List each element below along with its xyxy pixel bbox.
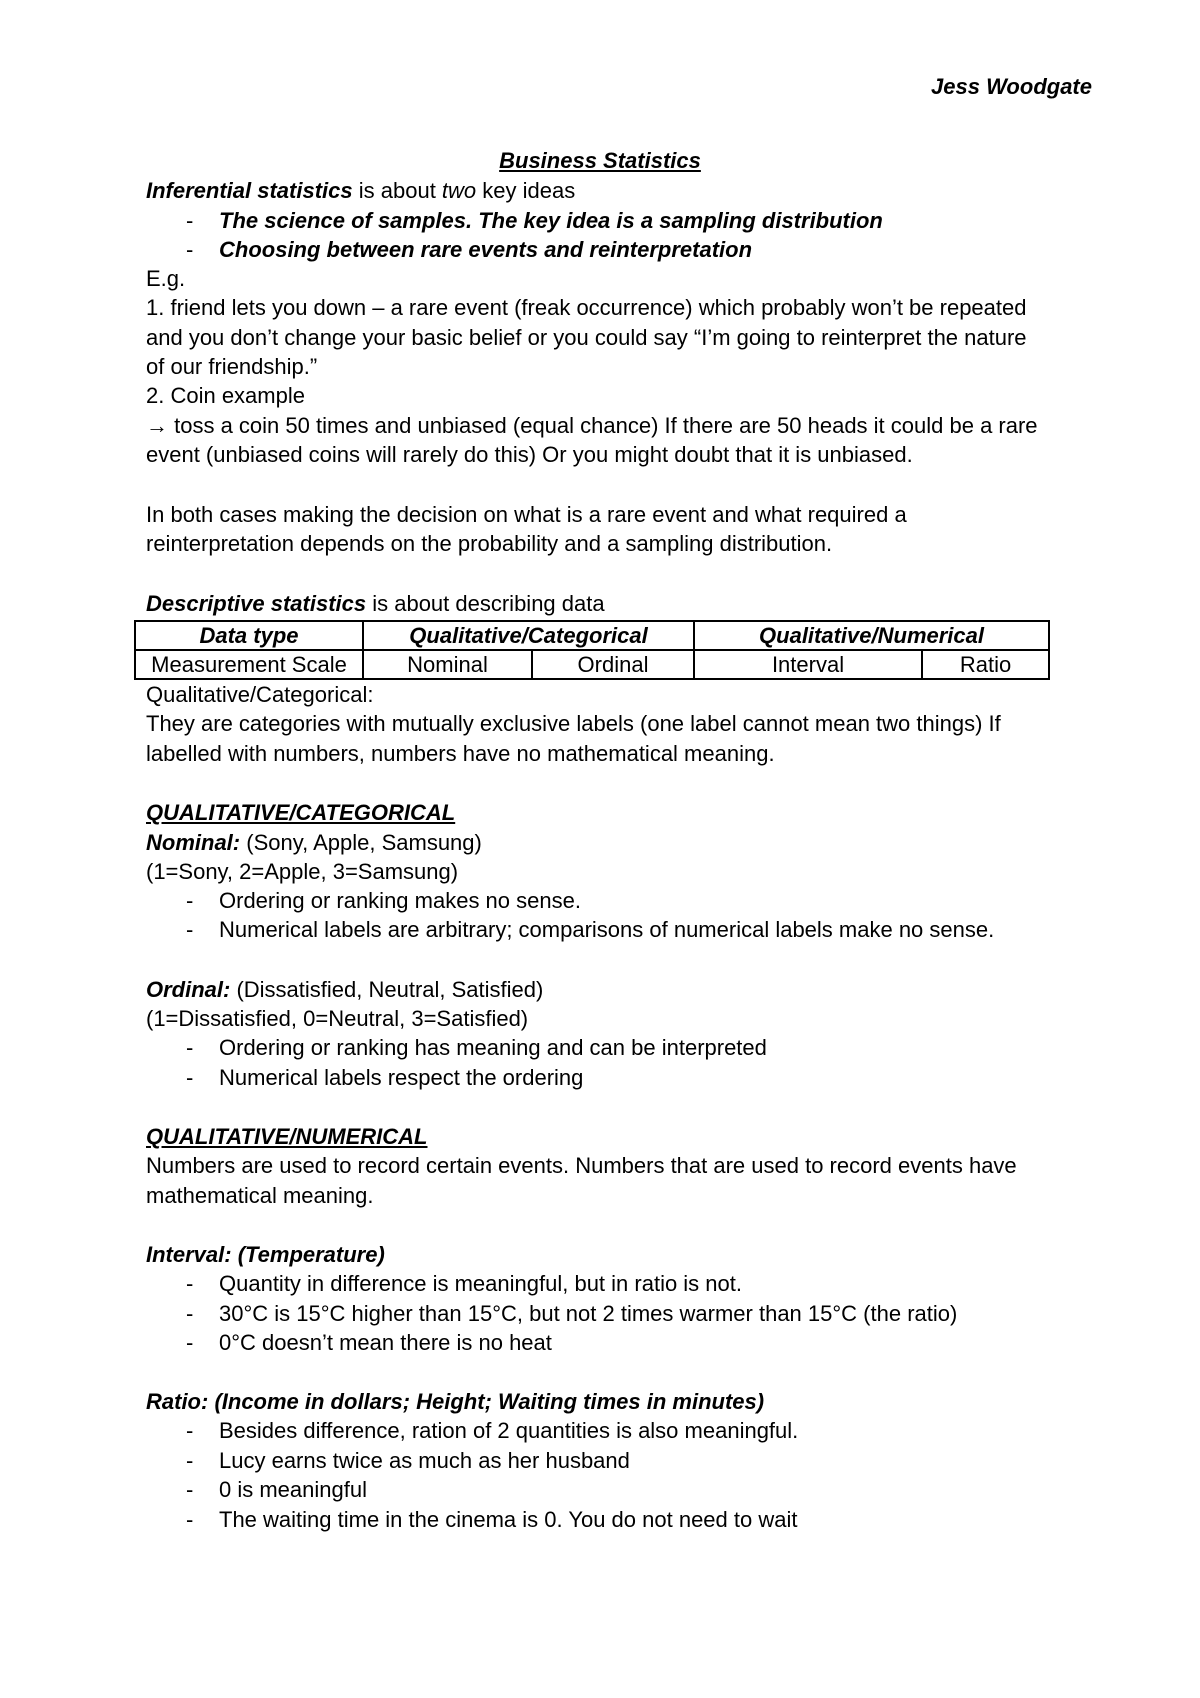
qc-label: Qualitative/Categorical: [146,682,374,707]
list-item: 0°C doesn’t mean there is no heat [219,1330,552,1355]
nominal-label: Nominal: [146,830,241,855]
list-item: Quantity in difference is meaningful, but in ratio is not. [219,1271,742,1296]
nominal-examples: (Sony, Apple, Samsung) [240,830,482,855]
ordinal-codes: (1=Dissatisfied, 0=Neutral, 3=Satisfied) [146,1006,529,1031]
list-item: The science of samples. The key idea is a sampling distribution [219,208,883,233]
bullet-dash: - [186,917,194,942]
table-cell: Ratio [922,650,1049,679]
table-cell: Ordinal [532,650,694,679]
example1-line: 1. friend lets you down – a rare event (freak occurrence) which probably won’t be repeated [146,295,1027,320]
arrow-right-icon: → [146,413,168,438]
bullet-dash: - [186,1477,194,1502]
bullet-dash: - [186,208,194,233]
nominal-codes: (1=Sony, 2=Apple, 3=Samsung) [146,859,459,884]
ratio-label: Ratio: (Income in dollars; Height; Waiting times in minutes) [146,1389,765,1414]
bullet-dash: - [186,1330,194,1355]
bullet-dash: - [186,1065,194,1090]
numerical-heading: QUALITATIVE/NUMERICAL [146,1124,428,1149]
conclusion-line: reinterpretation depends on the probability and a sampling distribution. [146,531,833,556]
example2-text: toss a coin 50 times and unbiased (equal chance) If there are 50 heads it could be a rare [168,413,1038,438]
example2-line: event (unbiased coins will rarely do this) Or you might doubt that it is unbiased. [146,442,913,467]
list-item: Ordering or ranking makes no sense. [219,888,581,913]
example2-title: 2. Coin example [146,383,305,408]
list-item: Besides difference, ration of 2 quantities is also meaningful. [219,1418,799,1443]
bullet-dash: - [186,1418,194,1443]
list-item: Numerical labels respect the ordering [219,1065,584,1090]
qc-text: They are categories with mutually exclusive labels (one label cannot mean two things) If [146,711,1001,736]
bullet-dash: - [186,1507,194,1532]
ordinal-label: Ordinal: [146,977,231,1002]
qc-text: labelled with numbers, numbers have no mathematical meaning. [146,741,775,766]
interval-label: Interval: (Temperature) [146,1242,385,1267]
conclusion-line: In both cases making the decision on what is a rare event and what required a [146,502,907,527]
eg-label: E.g. [146,266,186,291]
table-cell: Interval [694,650,922,679]
bullet-dash: - [186,1035,194,1060]
example1-line: and you don’t change your basic belief or you could say “I’m going to reinterpret the nature [146,325,1027,350]
table-header-cell: Data type [135,621,363,650]
numerical-intro: Numbers are used to record certain events. Numbers that are used to record events have [146,1153,1017,1178]
categorical-heading: QUALITATIVE/CATEGORICAL [146,800,456,825]
bullet-dash: - [186,888,194,913]
list-item: The waiting time in the cinema is 0. You do not need to wait [219,1507,798,1532]
intro-two: two [441,178,477,203]
descriptive-text: is about describing data [366,591,605,616]
bullet-dash: - [186,237,194,262]
table-row [135,650,1049,679]
list-item: 30°C is 15°C higher than 15°C, but not 2 times warmer than 15°C (the ratio) [219,1301,958,1326]
bullet-dash: - [186,1271,194,1296]
descriptive-term: Descriptive statistics [146,591,367,616]
intro-text: is about [352,178,442,203]
ordinal-examples: (Dissatisfied, Neutral, Satisfied) [230,977,544,1002]
list-item: Choosing between rare events and reinterpretation [219,237,753,262]
bullet-dash: - [186,1448,194,1473]
bullet-dash: - [186,1301,194,1326]
descriptive-intro [146,589,1050,618]
table-header-cell: Qualitative/Categorical [363,621,694,650]
measurement-scale-table [134,620,1050,680]
inferential-intro [146,176,1050,205]
inferential-term: Inferential statistics [146,178,353,203]
numerical-intro: mathematical meaning. [146,1183,374,1208]
author-name: Jess Woodgate [931,74,1092,99]
table-header-cell: Qualitative/Numerical [694,621,1049,650]
intro-text-end: key ideas [476,178,576,203]
list-item: Lucy earns twice as much as her husband [219,1448,630,1473]
list-item: 0 is meaningful [219,1477,367,1502]
example1-line: of our friendship.” [146,354,318,379]
nominal-line [146,828,1050,857]
table-header-row [135,621,1049,650]
ordinal-line [146,975,1050,1004]
example2-line [146,411,1050,440]
page-title: Business Statistics [499,148,701,173]
table-cell: Nominal [363,650,532,679]
list-item: Ordering or ranking has meaning and can be interpreted [219,1035,767,1060]
table-cell: Measurement Scale [135,650,363,679]
list-item: Numerical labels are arbitrary; comparisons of numerical labels make no sense. [219,917,995,942]
